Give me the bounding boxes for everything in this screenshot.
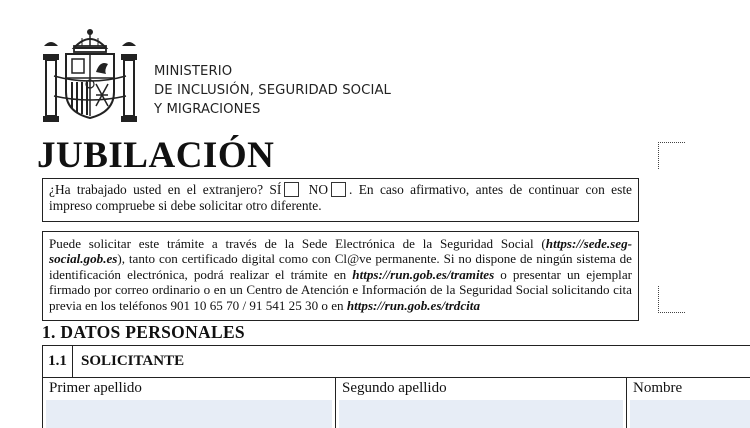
ministry-line: Y MIGRACIONES xyxy=(154,102,261,117)
abroad-notice-box xyxy=(42,178,639,222)
second-surname-field xyxy=(336,378,627,428)
online-procedure-notice-box xyxy=(42,231,639,321)
ministry-line: DE INCLUSIÓN, SEGURIDAD SOCIAL xyxy=(154,83,392,98)
notice-text: ), tanto con certificado digital como con Cl@ve permanente. Si no dispone de ningún sistema de identificación electrónica, podrá realizar el trámite en xyxy=(49,251,632,282)
first-surname-input[interactable] xyxy=(46,400,332,428)
applicant-fields xyxy=(42,378,750,428)
second-surname-input[interactable] xyxy=(339,400,623,428)
field-label: Nombre xyxy=(633,380,683,396)
name-input[interactable] xyxy=(630,400,750,428)
no-label: NO xyxy=(308,182,329,197)
field-label: Primer apellido xyxy=(49,380,142,396)
field-label: Segundo apellido xyxy=(342,380,447,396)
notice-text: Puede solicitar este trámite a través de la Sede Electrónica de la Seguridad Social ( xyxy=(49,236,546,251)
stamp-area-bottom-corner xyxy=(658,286,685,313)
subsection-label: SOLICITANTE xyxy=(81,353,185,369)
first-surname-field xyxy=(43,378,336,428)
ministry-name xyxy=(154,62,391,119)
notice-text: o presentar un ejemplar firmado por correo ordinario o en un Centro de Atención e Información de la Seguridad Social solicitando cita previa en los teléfonos 901 10 65 70 / 91 541 25 30 o en xyxy=(49,266,632,313)
abroad-instructions: . En caso afirmativo, antes de continuar con este impreso compruebe si debe solicitar otro diferente. xyxy=(49,182,632,213)
tramites-link[interactable]: https://run.gob.es/tramites xyxy=(352,266,495,282)
cita-link[interactable]: https://run.gob.es/trdcita xyxy=(346,297,480,313)
stamp-area-top-corner xyxy=(658,142,685,169)
no-checkbox[interactable] xyxy=(331,182,346,197)
ministry-line: MINISTERIO xyxy=(154,64,233,79)
form-title: JUBILACIÓN xyxy=(37,135,275,176)
sede-link[interactable]: https://sede.seg-social.gob.es xyxy=(49,236,632,267)
section-title: 1. DATOS PERSONALES xyxy=(42,322,245,342)
name-field xyxy=(627,378,750,428)
yes-checkbox[interactable] xyxy=(284,182,299,197)
coat-of-arms-logo xyxy=(40,26,140,130)
subsection-header xyxy=(42,345,750,378)
subsection-number: 1.1 xyxy=(43,346,73,377)
abroad-question: ¿Ha trabajado usted en el extranjero? SÍ xyxy=(49,182,282,197)
